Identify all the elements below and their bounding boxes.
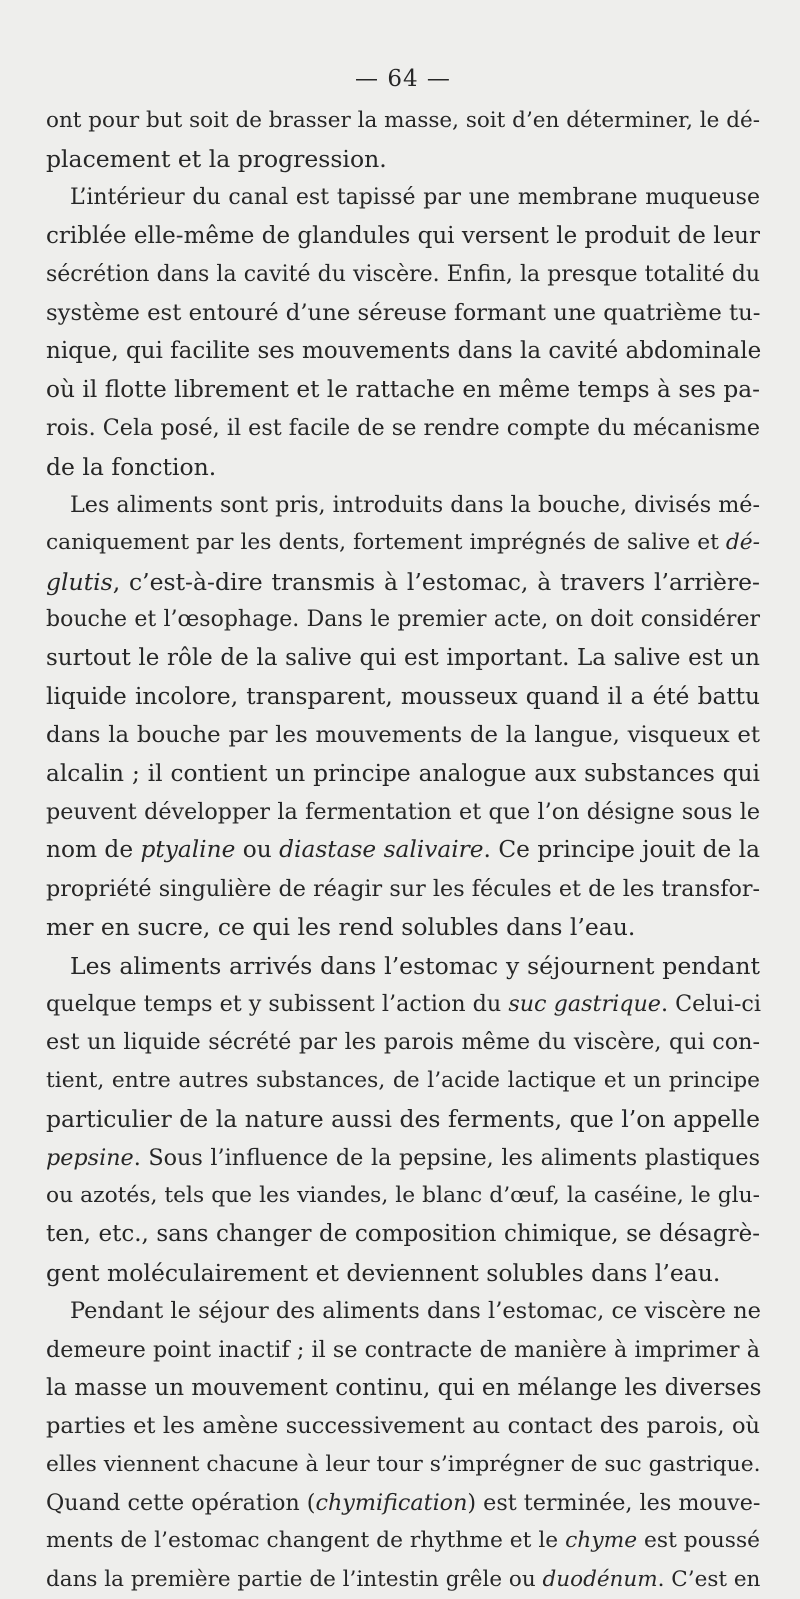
text-line — [46, 1407, 760, 1445]
text-segment: nom de — [46, 836, 141, 864]
text-segment: Pendant le séjour des aliments dans l’estomac, ce viscère ne — [70, 1298, 761, 1325]
italic-term: suc gastrique — [508, 990, 661, 1017]
text-segment: rois. Cela posé, il est facile de se rendre compte du mécanisme — [46, 415, 760, 442]
italic-term: duodénum — [542, 1566, 658, 1592]
text-line — [46, 831, 760, 869]
text-segment: ou — [235, 836, 280, 864]
italic-term: dé- — [725, 530, 760, 556]
text-segment: . Celui-ci — [660, 990, 761, 1017]
text-line — [46, 908, 760, 946]
text-line — [46, 1522, 760, 1560]
text-segment: mer en sucre, ce qui les rend solubles dans l’eau. — [46, 913, 636, 942]
text-line — [46, 985, 760, 1023]
text-segment: particulier de la nature aussi des ferments, que l’on appelle — [46, 1105, 760, 1134]
text-segment: peuvent développer la fermentation et que l’on désigne sous le — [46, 799, 760, 826]
text-segment: ou azotés, tels que les viandes, le blanc d’œuf, la caséine, le glu- — [46, 1182, 760, 1208]
text-segment: la masse un mouvement continu, qui en mélange les diverses — [46, 1374, 762, 1401]
text-segment: . C’est en — [657, 1566, 761, 1592]
text-segment: ten, etc., sans changer de composition chimique, se désagrè- — [46, 1221, 760, 1248]
text-line — [46, 947, 760, 985]
text-line — [46, 486, 760, 524]
italic-term: chymification — [315, 1490, 468, 1517]
text-segment: bouche et l’œsophage. Dans le premier acte, on doit considérer — [46, 607, 760, 633]
text-segment: elles viennent chacune à leur tour s’imprégner de suc gastrique. — [46, 1451, 761, 1477]
text-segment: parties et les amène successivement au contact des parois, où — [46, 1413, 760, 1440]
italic-term: glutis — [46, 567, 113, 596]
text-segment: surtout le rôle de la salive qui est important. La salive est un — [46, 645, 760, 672]
text-line — [46, 1369, 760, 1407]
italic-term: pepsine — [46, 1144, 134, 1171]
text-segment: alcalin ; il contient un principe analogue aux substances qui — [46, 759, 760, 787]
text-line — [46, 755, 760, 793]
text-segment: tient, entre autres substances, de l’acide lactique et un principe — [46, 1067, 760, 1093]
text-line — [46, 179, 760, 217]
italic-term: chyme — [565, 1528, 638, 1554]
text-line — [46, 1062, 760, 1100]
text-segment: gent moléculairement et deviennent solubles dans l’eau. — [46, 1258, 721, 1287]
text-line — [46, 1331, 760, 1369]
text-segment: Les aliments sont pris, introduits dans la bouche, divisés mé- — [70, 491, 760, 518]
text-segment: . Ce principe jouit de la — [483, 836, 760, 864]
text-segment: L’intérieur du canal est tapissé par une membrane muqueuse — [70, 184, 760, 210]
text-segment: . Sous l’influence de la pepsine, les aliments plastiques — [133, 1144, 760, 1171]
text-segment: , c’est-à-dire transmis à l’estomac, à travers l’arrière- — [112, 567, 760, 596]
text-line — [46, 371, 760, 409]
text-segment: sécrétion dans la cavité du viscère. Enfin, la presque totalité du — [46, 261, 760, 287]
text-line — [46, 1254, 760, 1292]
text-line — [46, 1215, 760, 1253]
text-line — [46, 102, 760, 140]
text-line — [46, 716, 760, 754]
text-segment: Quand cette opération ( — [46, 1490, 316, 1517]
text-segment: propriété singulière de réagir sur les fécules et de les transfor- — [46, 875, 760, 902]
text-line — [46, 1484, 760, 1522]
text-line — [46, 1177, 760, 1215]
text-line — [46, 217, 760, 255]
text-line — [46, 409, 760, 447]
text-line — [46, 140, 760, 178]
text-segment: demeure point inactif ; il se contracte de manière à imprimer à — [46, 1336, 760, 1363]
text-line — [46, 1100, 760, 1138]
text-line — [46, 870, 760, 908]
text-segment: caniquement par les dents, fortement imprégnés de salive et — [46, 530, 726, 556]
text-segment: de la fonction. — [46, 452, 217, 481]
italic-term: ptyaline — [140, 836, 236, 864]
text-segment: liquide incolore, transparent, mousseux quand il a été battu — [46, 682, 760, 710]
text-segment: dans la bouche par les mouvements de la langue, visqueux et — [46, 722, 760, 749]
page-number-header: — 64 — — [355, 66, 451, 92]
text-segment: où il flotte librement et le rattache en même temps à ses pa- — [46, 375, 760, 403]
text-segment: criblée elle-même de glandules qui versent le produit de leur — [46, 223, 760, 250]
text-segment: ) est terminée, les mouve- — [467, 1490, 761, 1517]
text-line — [46, 1292, 760, 1330]
text-segment: ments de l’estomac changent de rhythme et le — [46, 1528, 566, 1554]
text-segment: quelque temps et y subissent l’action du — [46, 990, 509, 1017]
text-segment: placement et la progression. — [46, 145, 387, 174]
text-line — [46, 563, 760, 601]
text-line — [46, 1023, 760, 1061]
text-segment: nique, qui facilite ses mouvements dans la cavité abdominale — [46, 338, 762, 365]
text-line — [46, 1446, 760, 1484]
text-segment: dans la première partie de l’intestin grêle ou — [46, 1566, 543, 1592]
text-line — [46, 524, 760, 562]
text-line — [46, 1139, 760, 1177]
italic-term: diastase salivaire — [279, 836, 484, 864]
text-line — [46, 448, 760, 486]
text-line — [46, 332, 760, 370]
text-line — [46, 1561, 760, 1599]
text-line — [46, 678, 760, 716]
text-line — [46, 256, 760, 294]
text-line — [46, 294, 760, 332]
text-segment: Les aliments arrivés dans l’estomac y séjournent pendant — [70, 951, 760, 980]
text-line — [46, 601, 760, 639]
text-line — [46, 639, 760, 677]
text-segment: est poussé — [637, 1528, 760, 1554]
text-segment: ont pour but soit de brasser la masse, soit d’en déterminer, le dé- — [46, 108, 760, 133]
text-segment: est un liquide sécrété par les parois même du viscère, qui con- — [46, 1029, 760, 1056]
text-line — [46, 793, 760, 831]
body-text — [46, 102, 760, 1599]
text-segment: système est entouré d’une séreuse formant une quatrième tu- — [46, 299, 761, 326]
